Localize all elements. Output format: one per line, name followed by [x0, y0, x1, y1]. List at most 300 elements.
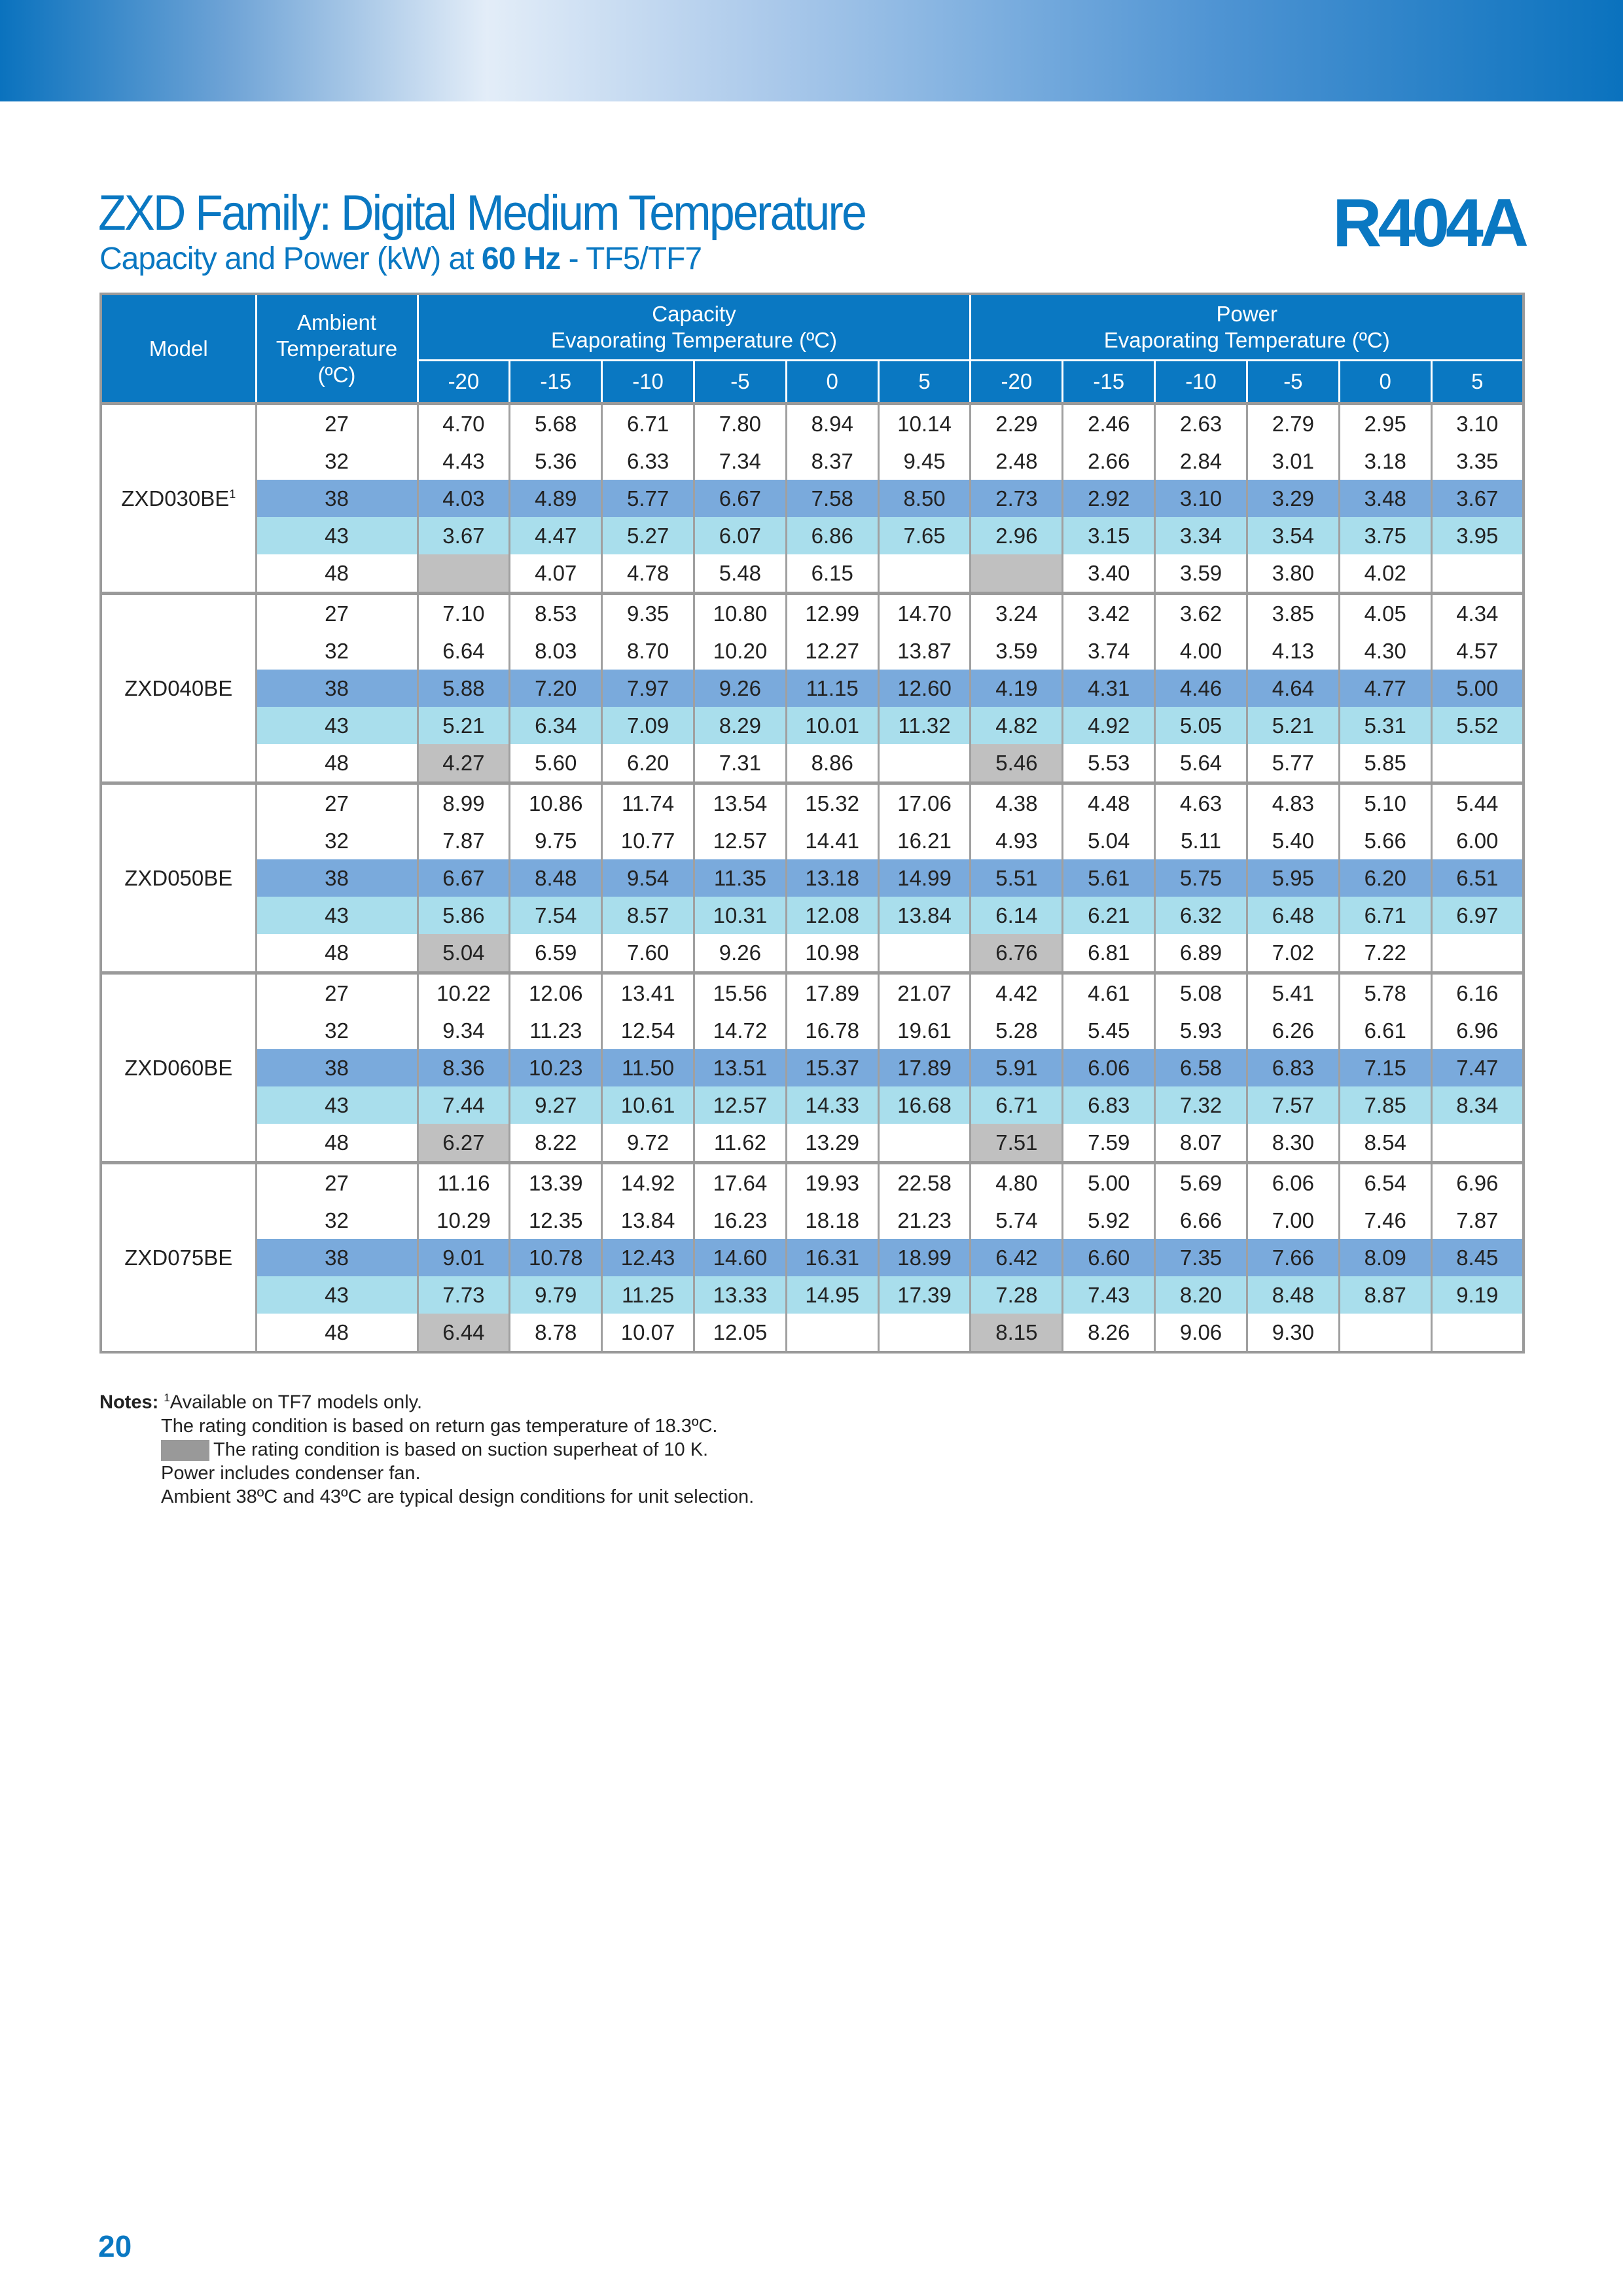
capacity-value-cell: 14.41	[786, 822, 878, 859]
table-row	[101, 783, 1524, 823]
power-value-cell: 3.24	[971, 594, 1063, 633]
capacity-value-cell: 11.16	[418, 1163, 510, 1202]
capacity-value-cell: 10.61	[602, 1086, 694, 1124]
capacity-value-cell: 16.68	[878, 1086, 971, 1124]
power-value-cell: 4.31	[1063, 670, 1155, 707]
capacity-value-cell: 4.27	[418, 744, 510, 783]
capacity-value-cell: 7.65	[878, 517, 971, 554]
table-row	[101, 1163, 1524, 1202]
ambient-cell: 32	[256, 632, 418, 670]
power-value-cell: 4.42	[971, 973, 1063, 1013]
capacity-value-cell: 10.31	[694, 897, 786, 934]
capacity-value-cell: 12.35	[510, 1202, 602, 1239]
table-row	[101, 1049, 1524, 1086]
subtitle-frequency: 60 Hz	[481, 242, 561, 276]
model-cell: ZXD040BE	[101, 594, 256, 783]
capacity-evap-temp-header: 0	[786, 361, 878, 404]
capacity-value-cell: 9.34	[418, 1012, 510, 1049]
power-value-cell: 2.63	[1155, 404, 1247, 443]
header-gradient-band	[0, 0, 1623, 101]
table-row	[101, 554, 1524, 594]
model-cell: $ZXD030BE^1$	[101, 404, 256, 594]
capacity-value-cell: 7.97	[602, 670, 694, 707]
ambient-cell: 32	[256, 822, 418, 859]
power-value-cell: 2.73	[971, 480, 1063, 517]
capacity-value-cell: 5.88	[418, 670, 510, 707]
capacity-value-cell	[878, 1124, 971, 1163]
ambient-cell: 43	[256, 1086, 418, 1124]
ambient-cell: 27	[256, 404, 418, 443]
power-value-cell: 7.32	[1155, 1086, 1247, 1124]
power-value-cell: 3.95	[1431, 517, 1524, 554]
note-line: Ambient 38ºC and 43ºC are typical design conditions for unit selection.	[161, 1486, 755, 1507]
ambient-cell: 38	[256, 1239, 418, 1276]
power-evap-temp-header: -5	[1247, 361, 1339, 404]
power-value-cell: 8.87	[1339, 1276, 1431, 1314]
power-value-cell: 6.54	[1339, 1163, 1431, 1202]
power-value-cell: 4.00	[1155, 632, 1247, 670]
capacity-value-cell: 11.50	[602, 1049, 694, 1086]
power-value-cell: 3.18	[1339, 442, 1431, 480]
capacity-value-cell: 14.72	[694, 1012, 786, 1049]
table-row	[101, 1086, 1524, 1124]
power-value-cell: 8.34	[1431, 1086, 1524, 1124]
power-value-cell: 5.92	[1063, 1202, 1155, 1239]
capacity-value-cell: 4.47	[510, 517, 602, 554]
capacity-value-cell: 12.54	[602, 1012, 694, 1049]
header-capacity-group: Capacity Evaporating Temperature (ºC)	[418, 294, 971, 361]
capacity-value-cell: 11.62	[694, 1124, 786, 1163]
power-value-cell: 6.48	[1247, 897, 1339, 934]
ambient-cell: 32	[256, 442, 418, 480]
capacity-value-cell: 12.05	[694, 1314, 786, 1352]
power-value-cell: 6.58	[1155, 1049, 1247, 1086]
table-row	[101, 442, 1524, 480]
capacity-value-cell: 6.64	[418, 632, 510, 670]
power-value-cell: 4.46	[1155, 670, 1247, 707]
ambient-cell: 43	[256, 1276, 418, 1314]
power-value-cell: 7.00	[1247, 1202, 1339, 1239]
capacity-value-cell: 6.59	[510, 934, 602, 973]
capacity-value-cell: 7.09	[602, 707, 694, 744]
power-value-cell: 7.59	[1063, 1124, 1155, 1163]
power-value-cell: 8.45	[1431, 1239, 1524, 1276]
capacity-value-cell: 9.26	[694, 934, 786, 973]
capacity-value-cell: 16.78	[786, 1012, 878, 1049]
capacity-value-cell: 13.29	[786, 1124, 878, 1163]
power-value-cell: 3.75	[1339, 517, 1431, 554]
power-value-cell: 5.93	[1155, 1012, 1247, 1049]
power-value-cell: 8.15	[971, 1314, 1063, 1352]
capacity-value-cell: 18.18	[786, 1202, 878, 1239]
capacity-value-cell: 18.99	[878, 1239, 971, 1276]
capacity-value-cell: 16.21	[878, 822, 971, 859]
capacity-value-cell: 6.15	[786, 554, 878, 594]
ambient-cell: 27	[256, 594, 418, 633]
power-value-cell: 4.19	[971, 670, 1063, 707]
note-line: Available on TF7 models only.	[169, 1391, 423, 1413]
power-value-cell: 2.84	[1155, 442, 1247, 480]
capacity-value-cell: 11.25	[602, 1276, 694, 1314]
page-number: 20	[98, 2229, 132, 2263]
capacity-value-cell: 5.86	[418, 897, 510, 934]
power-value-cell: 3.85	[1247, 594, 1339, 633]
table-row	[101, 1012, 1524, 1049]
capacity-evap-temp-header: 5	[878, 361, 971, 404]
capacity-value-cell: 9.35	[602, 594, 694, 633]
capacity-value-cell: 14.92	[602, 1163, 694, 1202]
power-value-cell: 3.48	[1339, 480, 1431, 517]
capacity-value-cell: 3.67	[418, 517, 510, 554]
power-value-cell: 5.40	[1247, 822, 1339, 859]
power-value-cell: 5.10	[1339, 783, 1431, 823]
capacity-value-cell: 12.27	[786, 632, 878, 670]
power-value-cell: 6.71	[1339, 897, 1431, 934]
power-value-cell: 5.46	[971, 744, 1063, 783]
capacity-value-cell: 10.77	[602, 822, 694, 859]
notes-label: Notes:	[99, 1391, 159, 1413]
capacity-value-cell: 8.78	[510, 1314, 602, 1352]
power-value-cell: 6.83	[1247, 1049, 1339, 1086]
capacity-value-cell: 12.08	[786, 897, 878, 934]
ambient-cell: 48	[256, 554, 418, 594]
power-value-cell: 5.75	[1155, 859, 1247, 897]
note-line: Power includes condenser fan.	[161, 1462, 421, 1484]
capacity-value-cell: 15.56	[694, 973, 786, 1013]
power-value-cell: 8.48	[1247, 1276, 1339, 1314]
header-power-group: Power Evaporating Temperature (ºC)	[971, 294, 1524, 361]
capacity-value-cell: 6.34	[510, 707, 602, 744]
table-row	[101, 480, 1524, 517]
capacity-value-cell: 7.44	[418, 1086, 510, 1124]
power-value-cell: 5.21	[1247, 707, 1339, 744]
power-value-cell: 3.15	[1063, 517, 1155, 554]
capacity-value-cell: 12.99	[786, 594, 878, 633]
capacity-value-cell: 10.01	[786, 707, 878, 744]
ambient-cell: 32	[256, 1202, 418, 1239]
capacity-value-cell: 13.18	[786, 859, 878, 897]
capacity-value-cell: 10.22	[418, 973, 510, 1013]
capacity-value-cell: 9.79	[510, 1276, 602, 1314]
capacity-value-cell: 7.54	[510, 897, 602, 934]
capacity-value-cell: 10.23	[510, 1049, 602, 1086]
power-value-cell: 7.28	[971, 1276, 1063, 1314]
power-value-cell: 6.83	[1063, 1086, 1155, 1124]
capacity-value-cell	[878, 744, 971, 783]
capacity-value-cell: 12.43	[602, 1239, 694, 1276]
capacity-value-cell: 12.06	[510, 973, 602, 1013]
capacity-value-cell: 8.70	[602, 632, 694, 670]
capacity-value-cell: 9.26	[694, 670, 786, 707]
capacity-value-cell: 10.20	[694, 632, 786, 670]
power-value-cell: 6.14	[971, 897, 1063, 934]
power-value-cell: 3.35	[1431, 442, 1524, 480]
capacity-value-cell: 8.22	[510, 1124, 602, 1163]
power-value-cell: 5.74	[971, 1202, 1063, 1239]
power-value-cell: 7.46	[1339, 1202, 1431, 1239]
power-value-cell: 4.61	[1063, 973, 1155, 1013]
table-row	[101, 517, 1524, 554]
capacity-value-cell: 10.29	[418, 1202, 510, 1239]
power-value-cell: 5.91	[971, 1049, 1063, 1086]
capacity-evap-temp-header: -15	[510, 361, 602, 404]
capacity-evap-temp-header: -20	[418, 361, 510, 404]
power-value-cell: 3.80	[1247, 554, 1339, 594]
capacity-value-cell	[878, 554, 971, 594]
power-value-cell: 3.34	[1155, 517, 1247, 554]
power-value-cell: 4.64	[1247, 670, 1339, 707]
power-value-cell: 3.10	[1431, 404, 1524, 443]
power-value-cell: 5.44	[1431, 783, 1524, 823]
capacity-value-cell: 21.07	[878, 973, 971, 1013]
capacity-value-cell: 10.78	[510, 1239, 602, 1276]
capacity-value-cell: 5.60	[510, 744, 602, 783]
power-value-cell: 5.05	[1155, 707, 1247, 744]
header-model: Model	[101, 294, 256, 404]
power-evap-temp-header: 5	[1431, 361, 1524, 404]
power-value-cell: 5.64	[1155, 744, 1247, 783]
table-row	[101, 859, 1524, 897]
power-value-cell	[1431, 744, 1524, 783]
power-value-cell: 2.96	[971, 517, 1063, 554]
power-value-cell: 4.92	[1063, 707, 1155, 744]
power-value-cell: 9.19	[1431, 1276, 1524, 1314]
power-value-cell	[1431, 554, 1524, 594]
power-value-cell: 8.20	[1155, 1276, 1247, 1314]
power-value-cell	[1431, 1124, 1524, 1163]
power-value-cell: 4.63	[1155, 783, 1247, 823]
power-value-cell: 6.97	[1431, 897, 1524, 934]
power-value-cell: 7.66	[1247, 1239, 1339, 1276]
power-value-cell: 5.28	[971, 1012, 1063, 1049]
power-value-cell: 4.80	[971, 1163, 1063, 1202]
power-value-cell: 3.59	[1155, 554, 1247, 594]
power-value-cell: 5.11	[1155, 822, 1247, 859]
power-value-cell: 8.54	[1339, 1124, 1431, 1163]
power-value-cell: 7.57	[1247, 1086, 1339, 1124]
capacity-value-cell: 7.80	[694, 404, 786, 443]
capacity-value-cell: 5.36	[510, 442, 602, 480]
power-value-cell: 7.15	[1339, 1049, 1431, 1086]
power-value-cell: 5.51	[971, 859, 1063, 897]
power-value-cell: 3.40	[1063, 554, 1155, 594]
capacity-value-cell: 14.95	[786, 1276, 878, 1314]
capacity-value-cell: 14.70	[878, 594, 971, 633]
power-value-cell: 6.00	[1431, 822, 1524, 859]
capacity-value-cell: 8.99	[418, 783, 510, 823]
capacity-value-cell: 10.07	[602, 1314, 694, 1352]
table-row	[101, 670, 1524, 707]
power-value-cell: 5.00	[1431, 670, 1524, 707]
table-row	[101, 934, 1524, 973]
capacity-value-cell: 6.44	[418, 1314, 510, 1352]
power-value-cell: 7.87	[1431, 1202, 1524, 1239]
capacity-value-cell: 5.04	[418, 934, 510, 973]
capacity-value-cell: 11.35	[694, 859, 786, 897]
power-value-cell: 3.74	[1063, 632, 1155, 670]
capacity-value-cell: 8.57	[602, 897, 694, 934]
ambient-cell: 43	[256, 897, 418, 934]
power-value-cell: 5.61	[1063, 859, 1155, 897]
subtitle-suffix: - TF5/TF7	[560, 242, 702, 276]
capacity-value-cell: 6.07	[694, 517, 786, 554]
power-value-cell: 6.61	[1339, 1012, 1431, 1049]
capacity-value-cell: 5.48	[694, 554, 786, 594]
capacity-value-cell: 11.32	[878, 707, 971, 744]
capacity-evap-temp-header: -10	[602, 361, 694, 404]
power-value-cell: 6.76	[971, 934, 1063, 973]
capacity-value-cell: 11.74	[602, 783, 694, 823]
capacity-value-cell: 8.48	[510, 859, 602, 897]
ambient-cell: 43	[256, 517, 418, 554]
table-row	[101, 822, 1524, 859]
capacity-value-cell: 7.73	[418, 1276, 510, 1314]
ambient-cell: 38	[256, 1049, 418, 1086]
power-value-cell: 6.20	[1339, 859, 1431, 897]
table-row	[101, 594, 1524, 633]
power-value-cell: 4.57	[1431, 632, 1524, 670]
capacity-value-cell: 5.27	[602, 517, 694, 554]
capacity-value-cell: 9.01	[418, 1239, 510, 1276]
table-row	[101, 973, 1524, 1013]
capacity-value-cell: 4.89	[510, 480, 602, 517]
power-value-cell: 2.48	[971, 442, 1063, 480]
power-value-cell: 6.06	[1247, 1163, 1339, 1202]
power-value-cell	[1431, 934, 1524, 973]
power-value-cell: 7.85	[1339, 1086, 1431, 1124]
ambient-cell: 48	[256, 1124, 418, 1163]
power-value-cell: 8.09	[1339, 1239, 1431, 1276]
power-value-cell: 6.06	[1063, 1049, 1155, 1086]
model-cell: ZXD050BE	[101, 783, 256, 973]
power-value-cell: 5.04	[1063, 822, 1155, 859]
capacity-value-cell: 8.86	[786, 744, 878, 783]
power-value-cell: 5.00	[1063, 1163, 1155, 1202]
capacity-value-cell: 13.84	[602, 1202, 694, 1239]
capacity-value-cell: 10.80	[694, 594, 786, 633]
capacity-value-cell: 9.45	[878, 442, 971, 480]
capacity-value-cell: 8.50	[878, 480, 971, 517]
capacity-value-cell: 11.15	[786, 670, 878, 707]
capacity-value-cell: 10.14	[878, 404, 971, 443]
capacity-value-cell: 13.51	[694, 1049, 786, 1086]
power-value-cell: 2.92	[1063, 480, 1155, 517]
ambient-cell: 38	[256, 859, 418, 897]
capacity-value-cell: 7.34	[694, 442, 786, 480]
capacity-value-cell: 14.60	[694, 1239, 786, 1276]
power-value-cell: 4.48	[1063, 783, 1155, 823]
capacity-evap-temp-header: -5	[694, 361, 786, 404]
capacity-value-cell: 9.72	[602, 1124, 694, 1163]
capacity-value-cell: 4.43	[418, 442, 510, 480]
table-row	[101, 1124, 1524, 1163]
capacity-value-cell: 19.93	[786, 1163, 878, 1202]
capacity-value-cell: 17.06	[878, 783, 971, 823]
power-value-cell: 6.32	[1155, 897, 1247, 934]
power-value-cell: 6.81	[1063, 934, 1155, 973]
capacity-value-cell: 22.58	[878, 1163, 971, 1202]
table-row	[101, 1239, 1524, 1276]
capacity-value-cell: 7.87	[418, 822, 510, 859]
capacity-value-cell: 5.77	[602, 480, 694, 517]
capacity-value-cell: 8.94	[786, 404, 878, 443]
capacity-value-cell: 6.27	[418, 1124, 510, 1163]
capacity-value-cell: 4.03	[418, 480, 510, 517]
power-value-cell: 6.51	[1431, 859, 1524, 897]
power-value-cell: 8.26	[1063, 1314, 1155, 1352]
power-value-cell: 6.16	[1431, 973, 1524, 1013]
power-value-cell: 7.02	[1247, 934, 1339, 973]
capacity-value-cell: 12.57	[694, 822, 786, 859]
capacity-value-cell	[786, 1314, 878, 1352]
power-value-cell: 2.46	[1063, 404, 1155, 443]
capacity-value-cell: 13.54	[694, 783, 786, 823]
power-value-cell: 4.93	[971, 822, 1063, 859]
capacity-value-cell: 13.41	[602, 973, 694, 1013]
capacity-value-cell: 10.86	[510, 783, 602, 823]
capacity-value-cell: 14.99	[878, 859, 971, 897]
superheat-legend-swatch	[161, 1440, 209, 1461]
power-value-cell: 6.26	[1247, 1012, 1339, 1049]
power-value-cell: 5.78	[1339, 973, 1431, 1013]
power-evap-temp-header: 0	[1339, 361, 1431, 404]
power-value-cell: 5.66	[1339, 822, 1431, 859]
power-value-cell: 6.89	[1155, 934, 1247, 973]
capacity-value-cell: 19.61	[878, 1012, 971, 1049]
capacity-value-cell: 7.58	[786, 480, 878, 517]
capacity-value-cell: 13.87	[878, 632, 971, 670]
capacity-value-cell: 4.78	[602, 554, 694, 594]
power-value-cell: 3.62	[1155, 594, 1247, 633]
power-value-cell: 3.10	[1155, 480, 1247, 517]
model-cell: ZXD075BE	[101, 1163, 256, 1353]
ambient-cell: 27	[256, 1163, 418, 1202]
capacity-value-cell: 6.67	[694, 480, 786, 517]
capacity-value-cell: 12.60	[878, 670, 971, 707]
power-value-cell	[1339, 1314, 1431, 1352]
capacity-value-cell: 6.67	[418, 859, 510, 897]
page-title: ZXD Family: Digital Medium Temperature	[98, 185, 866, 241]
capacity-value-cell: 10.98	[786, 934, 878, 973]
capacity-value-cell: 15.32	[786, 783, 878, 823]
capacity-value-cell: 7.20	[510, 670, 602, 707]
capacity-value-cell: 8.53	[510, 594, 602, 633]
capacity-value-cell	[878, 1314, 971, 1352]
capacity-value-cell: 21.23	[878, 1202, 971, 1239]
power-value-cell: 5.69	[1155, 1163, 1247, 1202]
capacity-value-cell: 4.07	[510, 554, 602, 594]
capacity-value-cell: 13.39	[510, 1163, 602, 1202]
capacity-value-cell: 16.23	[694, 1202, 786, 1239]
ambient-cell: 27	[256, 783, 418, 823]
capacity-value-cell: 9.75	[510, 822, 602, 859]
ambient-cell: 38	[256, 480, 418, 517]
table-row	[101, 707, 1524, 744]
capacity-value-cell: 5.68	[510, 404, 602, 443]
capacity-value-cell: 5.21	[418, 707, 510, 744]
power-value-cell: 5.52	[1431, 707, 1524, 744]
ambient-cell: 48	[256, 1314, 418, 1352]
capacity-value-cell: 7.31	[694, 744, 786, 783]
power-value-cell: 2.95	[1339, 404, 1431, 443]
power-value-cell: 4.05	[1339, 594, 1431, 633]
power-value-cell: 2.29	[971, 404, 1063, 443]
capacity-value-cell: 12.57	[694, 1086, 786, 1124]
capacity-power-table	[99, 293, 1525, 1354]
power-evap-temp-header: -15	[1063, 361, 1155, 404]
capacity-value-cell	[418, 554, 510, 594]
subtitle-prefix: Capacity and Power (kW) at	[99, 242, 482, 276]
